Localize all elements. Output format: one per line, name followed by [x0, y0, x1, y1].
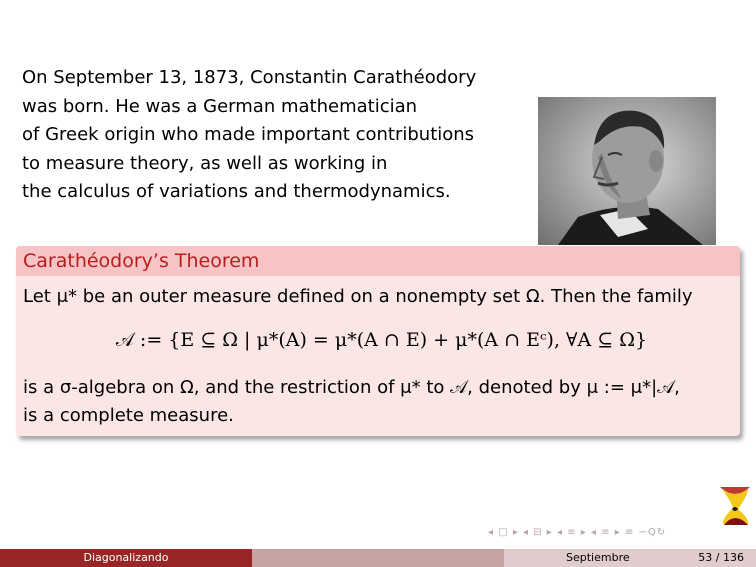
theorem-statement-line: Let μ* be an outer measure defined on a nonempty set Ω. Then the family: [23, 286, 693, 307]
footer-date: Septiembre: [566, 551, 630, 564]
intro-line: of Greek origin who made important contributions: [22, 124, 475, 145]
intro-line: On September 13, 1873, Constantin Carathéodory: [22, 67, 477, 88]
intro-paragraph: [22, 64, 522, 207]
theorem-title: Carathéodory’s Theorem: [16, 246, 740, 276]
portrait-illustration: [538, 97, 716, 245]
nav-subsection-icon[interactable]: ◂ ⊟ ▸: [523, 527, 553, 538]
nav-section-icon[interactable]: ◂ ≡ ▸: [557, 527, 587, 538]
nav-equal-icon[interactable]: ≡: [624, 527, 635, 538]
portrait-photo: [538, 97, 716, 245]
theorem-formula: 𝒜 := {E ⊆ Ω | μ*(A) = μ*(A ∩ E) + μ*(A ∩ Eᶜ), ∀A ⊆ Ω}: [115, 329, 648, 351]
intro-line: to measure theory, as well as working in: [22, 152, 388, 174]
theorem-block: [16, 246, 740, 436]
footer-title-area: [252, 549, 504, 567]
footer-page-number: 53 / 136: [698, 551, 744, 564]
intro-line: was born. He was a German mathematician: [22, 95, 418, 117]
footer-author: Diagonalizando: [0, 549, 252, 567]
beamer-navigation-bar[interactable]: [488, 527, 748, 543]
footer-bar: [0, 549, 756, 567]
nav-document-icon[interactable]: ◂ ≡ ▸: [590, 527, 621, 538]
theorem-statement-line: is a σ-algebra on Ω, and the restriction of μ* to 𝒜, denoted by μ := μ*|𝒜,: [23, 377, 680, 398]
nav-search-icon[interactable]: ∽Q↻: [638, 527, 667, 538]
nav-frame-left-icon[interactable]: ◂ □ ▸: [488, 527, 519, 538]
theorem-statement-line: is a complete measure.: [23, 405, 234, 426]
footer-info: [504, 549, 756, 567]
theorem-body: [16, 284, 740, 430]
hourglass-logo-icon: [718, 485, 752, 527]
intro-line: the calculus of variations and thermodynamics.: [22, 181, 451, 202]
